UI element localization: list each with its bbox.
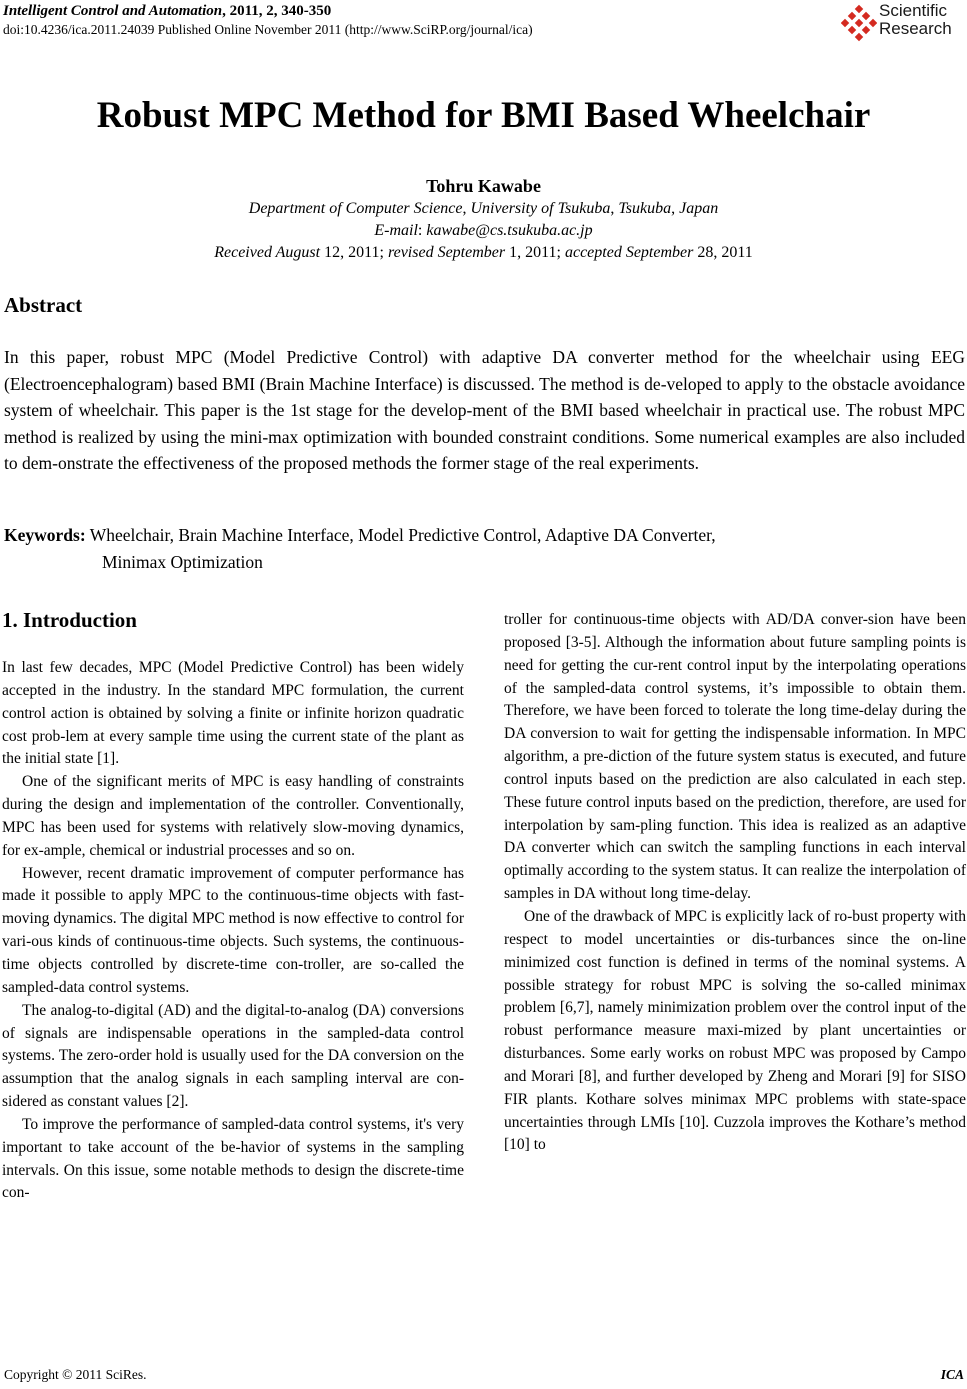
doi-line: doi:10.4236/ica.2011.24039 Published Online November 2011 (http://www.SciRP.org/journal/ica) [3, 22, 533, 37]
affil-sep: , [610, 200, 619, 217]
revised-label: revised September [387, 244, 506, 261]
affil-country: Japan [679, 200, 719, 217]
journal-name: Intelligent Control and Automation [3, 3, 223, 19]
right-column [504, 609, 966, 1157]
affil-university: University of Tsukuba [470, 200, 611, 217]
publisher-logo-mark-icon [841, 4, 877, 44]
paragraph: The analog-to-digital (AD) and the digital-to-analog (DA) conversions of signals are indispensable operations in the sampled-data control systems. The zero-order hold is usually used for the DA conversion on the assumption that the analog signals in each sampling interval are con-sidered as constant values [2]. [2, 1001, 464, 1111]
abstract-heading: Abstract [4, 293, 83, 317]
affil-department: Department of Computer Science [248, 200, 463, 217]
keywords-label: Keywords: [4, 525, 86, 545]
author-affiliation [0, 199, 967, 219]
keywords-line-2: Minimax Optimization [102, 551, 263, 572]
paper-title: Robust MPC Method for BMI Based Wheelchair [96, 95, 871, 136]
affil-sep: , [462, 200, 471, 217]
paragraph: To improve the performance of sampled-data control systems, it's very important to take account of the be-havior of systems in the sampling intervals. On this issue, some notable methods to design the discrete-time con- [2, 1115, 464, 1202]
logo-line-2: Research [879, 19, 952, 38]
section-heading-introduction: 1. Introduction [2, 608, 137, 632]
journal-abbreviation: ICA [940, 1367, 964, 1382]
left-column [2, 657, 464, 1205]
received-label: Received August [214, 244, 321, 261]
abstract-body: In this paper, robust MPC (Model Predictive Control) with adaptive DA converter method for the wheelchair using EEG (Electroencephalogram) based BMI (Brain Machine Interface) is discussed. The method is de-veloped to apply to the obstacle avoidance system of wheelchair. This paper is the 1st stage for the develop-ment of the BMI based wheelchair in practical use. The robust MPC method is realized by using the mini-max optimization with bounded constraint conditions. Some numerical examples are also included to dem-onstrate the effectiveness of the proposed methods the former stage of the real experiments. [4, 347, 965, 474]
page-footer [4, 1367, 964, 1383]
paragraph: troller for continuous-time objects with AD/DA conver-sion have been proposed [3-5]. Although the information about future sampling points is need for getting the cur-rent control input by the interpolating operations of the sampled-data control systems, it’s impossible to obtain them. Therefore, we have been forced to tolerate the long time-delay during the DA conversion to wait for getting the indispensable information. In MPC algorithm, a pre-diction of the future system status is executed, and future control inputs based on the prediction are also calculated in each step. These future control inputs based on the prediction, therefore, are used for interpolation by sam-pling function. This idea is realized as an adaptive DA converter which can switch the sampling functions in each interval optimally according to the system status. It can realize the interpolation of samples in DA without long time-delay. [504, 611, 966, 903]
paragraph: One of the drawback of MPC is explicitly lack of ro-bust property with respect to model uncertainties or dis-turbances since the on-line minimized cost function is defined in terms of the nominal systems. A possible strategy for robust MPC is solving the so-called minimax problem [6,7], namely minimization problem over the control input of the robust performance measure maxi-mized by plant uncertainties or disturbances. Some early works on robust MPC was proposed by Campo and Morari [8], and further developed by Zheng and Morari [9] for SISO FIR plants. Kothare solves minimax MPC problems with state-space uncertainties through LMIs [10]. Cuzzola improves the Kothare’s method [10] to [504, 907, 966, 1154]
author-name: Tohru Kawabe [426, 176, 541, 196]
publisher-logo [841, 2, 961, 46]
paragraph: One of the significant merits of MPC is easy handling of constraints during the design and implementation of the controller. Conventionally, MPC has been used for systems with relatively slow-moving dynamics, for ex-ample, chemical or industrial processes and so on. [2, 773, 464, 859]
affil-sep: , [671, 200, 680, 217]
received-dates [0, 243, 967, 263]
page-header [3, 2, 963, 52]
email-label: E-mail [374, 222, 418, 239]
accepted-date: 28, 2011 [693, 244, 753, 261]
journal-citation [3, 2, 963, 21]
paragraph: In last few decades, MPC (Model Predictive Control) has been widely accepted in the industry. In the standard MPC formulation, the current control action is obtained by solving a finite or infinite horizon quadratic cost prob-lem at every sample time using the current state of the plant as the initial state [1]. [2, 659, 464, 768]
email-sep: : [417, 222, 427, 239]
accepted-label: accepted September [564, 244, 694, 261]
revised-date: 1, 2011; [505, 244, 565, 261]
copyright-notice: Copyright © 2011 SciRes. [4, 1367, 147, 1382]
email-address[interactable]: kawabe@cs.tsukuba.ac.jp [426, 222, 593, 239]
received-date: 12, 2011; [320, 244, 388, 261]
paragraph: However, recent dramatic improvement of computer performance has made it possible to apply MPC to the continuous-time objects with fast-moving dynamics. The digital MPC method is now effective to control for vari-ous kinds of continuous-time objects. Such systems, the continuous-time objects controlled by discrete-time con-troller, are so-called the sampled-data control systems. [2, 864, 464, 996]
keywords-line-1: Wheelchair, Brain Machine Interface, Model Predictive Control, Adaptive DA Converter, [85, 525, 716, 545]
journal-volume: , 2011, 2, 340-350 [222, 3, 332, 19]
logo-line-1: Scientific [879, 1, 948, 20]
publisher-logo-text [879, 2, 952, 38]
keywords [4, 522, 965, 575]
affil-city: Tsukuba [618, 200, 672, 217]
author-email [0, 221, 967, 241]
